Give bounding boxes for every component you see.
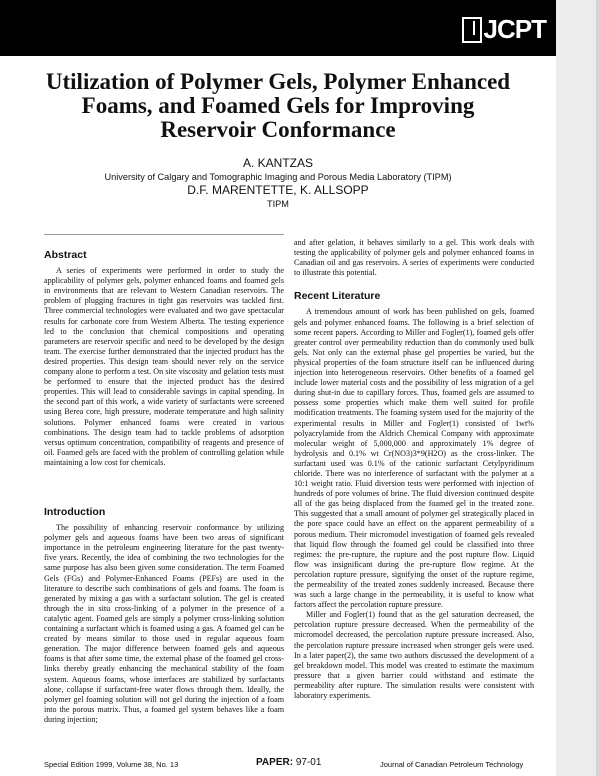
literature-para-1: A tremendous amount of work has been published on gels, foamed gels and polymer enhanced foams. The following is a brief selection of some recent papers. According to Miller and Fogler(1), foamed gels offer greater control over permeability reduction than do commonly used bulk gels. Not only can the external phase gel properties be varied, but the physical properties of the foam structure itself can be influenced during injection into heterogeneous reservoirs. Other benefits of a foamed gel include lower material costs and the possibility of less migration of a gel during shut-in due to capillary forces. Thus, foamed gels are assumed to possess some properties which make them well suited for profile modification treatments. The foaming system used for the majority of the experimental results in Miller and Fogler(1) consisted of 1wt% polyacrylamide from the Aldrich Chemical Company with approximate molecular weight of 5,000,000 and approximately 1% degree of hydrolysis and 0.1% wt Cr(NO3)3*9(H2O) as the cross-linker. The surfactant used was 0.1% of the cationic surfactant Cetylpyridinum chloride. There was no interference of surfactant with the polymer at a 10:1 weight ratio. Fluid diversion tests were performed with injection of hundreds of pore volumes of brine. The fluid diversion continued despite all of the gas being displaced from the foamed gel in the treated zone. This suggested that a small amount of polymer gel strategically placed in the pore space could have an effect on the apparent permeability of a porous medium. Their micromodel investigation of foamed gels revealed that liquid flow through the foamed gel could be classified into three regimes: the pre-rupture, the rupture and the post rupture flow. Liquid flow was insignificant during the pre-rupture flow regime. At the percolation rupture pressure, signifying the onset of the rupture regime, the permeability of the treated zones suddenly increased. Because there was such a large change in the permeability, it is useful to know what factors affect the percolation rupture pressure. (294, 307, 534, 610)
literature-para-2: Miller and Fogler(1) found that as the gel saturation decreased, the percolation rupture pressure decreased. When the permeability of the micromodel decreased, the percolation rupture pressure increased. Also, the percolation rupture pressure increased when stronger gels were used. In a later paper(2), the same two authors discussed the development of a gel breakdown model. This model was created to estimate the maximum pressure that a given barrier could withstand and estimate the permeability after rupture. The simulation results were consistent with laboratory experiments. (294, 610, 534, 701)
abstract-heading: Abstract (44, 249, 87, 261)
footer-journal: Journal of Canadian Petroleum Technology (380, 760, 524, 769)
header-bar (0, 0, 556, 56)
paper-label: PAPER: (256, 757, 294, 768)
abstract-text: A series of experiments were performed in order to study the applicability of polymer gels, polymer enhanced foams and foamed gels in environments that are relevant to Western Canadian reservoirs. The problem of plugging fractures in tight gas reservoirs was tackled first. Three commercial technologies were evaluated and two gave spectacular results for carbonate core from Western Alberta. The testing experience led to the conclusion that chemical compositions and operating parameters are reservoir specific and need to be developed by the design team. The exercise further demonstrated that the injected product has the desired properties. This design team should never rely on the service company alone to perform a test. On site viscosity and gelation tests must be performed to ensure that the injected product has the desired properties. This will lead to considerable savings in capital spending. In the second part of this work, a wide variety of surfactants were screened using Berea core, high pressure, moderate temperature and high salinity solutions. Polymer enhanced foams were created in various combinations. The design team had to tackle problems of adsorption versus optimum concentration, compatibility of reagents and presence of oil. Foamed gels are faced with the problem of controlling gelation while maintaining a low cost for chemicals. (44, 266, 284, 467)
jcpt-logo (462, 14, 546, 45)
footer-issue: Special Edition 1999, Volume 38, No. 13 (44, 760, 179, 769)
abstract-section (44, 250, 284, 468)
logo-icon (462, 17, 482, 43)
affiliation-1: University of Calgary and Tomographic Imaging and Porous Media Laboratory (TIPM) (104, 172, 452, 182)
author-2: D.F. MARENTETTE, K. ALLSOPP (187, 183, 369, 197)
paper-number: 97-01 (295, 757, 322, 768)
footer-paper (256, 757, 321, 768)
scrollbar[interactable] (596, 0, 600, 776)
right-margin-strip (556, 0, 600, 776)
introduction-text: The possibility of enhancing reservoir conformance by utilizing polymer gels and aqueous foams have been two areas of significant importance in the petroleum engineering literature for the past twenty-five years. Recently, the idea of combining the two technologies for the same purpose has also been given some consideration. The term Foamed Gels (FGs) and Polymer-Enhanced Foams (PEFs) are used in the literature to describe such combinations of gels and foams. The foam is generated by mixing a gas with a surfactant solution. The gel is created through the in situ cross-linking of a polymer in the presence of a catalytic agent. Foamed gels are simply a polymer cross-linking solution containing a surfactant which is foamed using a gas. A foamed gel can be created by means similar to those used in regular aqueous foam generation. The major difference between foamed gels and aqueous foams is that after some time, the external phase of the foamed gel cross-links thereby greatly enhancing the mechanical stability of the foam system. Aqueous foams, whose interfaces are stabilized by surfactants alone, collapse if surfactant-free water flows through them. Ideally, the polymer gel foaming solution will not gel during the injection of a foam into the porous matrix. Thus, a foamed gel system behaves like a foam during injection; (44, 523, 284, 724)
author-block (40, 156, 516, 210)
abstract-rule (44, 234, 284, 235)
right-column (294, 238, 534, 701)
author-1: A. KANTZAS (242, 156, 313, 170)
affiliation-2: TIPM (267, 199, 289, 209)
introduction-heading: Introduction (44, 506, 106, 518)
paper-title: Utilization of Polymer Gels, Polymer Enhanced Foams, and Foamed Gels for Improving Reservoir Conformance (45, 69, 511, 142)
introduction-section (44, 507, 284, 725)
continuation-text: and after gelation, it behaves similarly to a gel. This work deals with testing the applicability of polymer gels and polymer enhanced foams in Canadian oil and gas reservoirs. A series of experiments were conducted to illustrate this potential. (294, 238, 534, 278)
recent-literature-heading: Recent Literature (294, 290, 381, 303)
logo-text: JCPT (483, 14, 546, 44)
